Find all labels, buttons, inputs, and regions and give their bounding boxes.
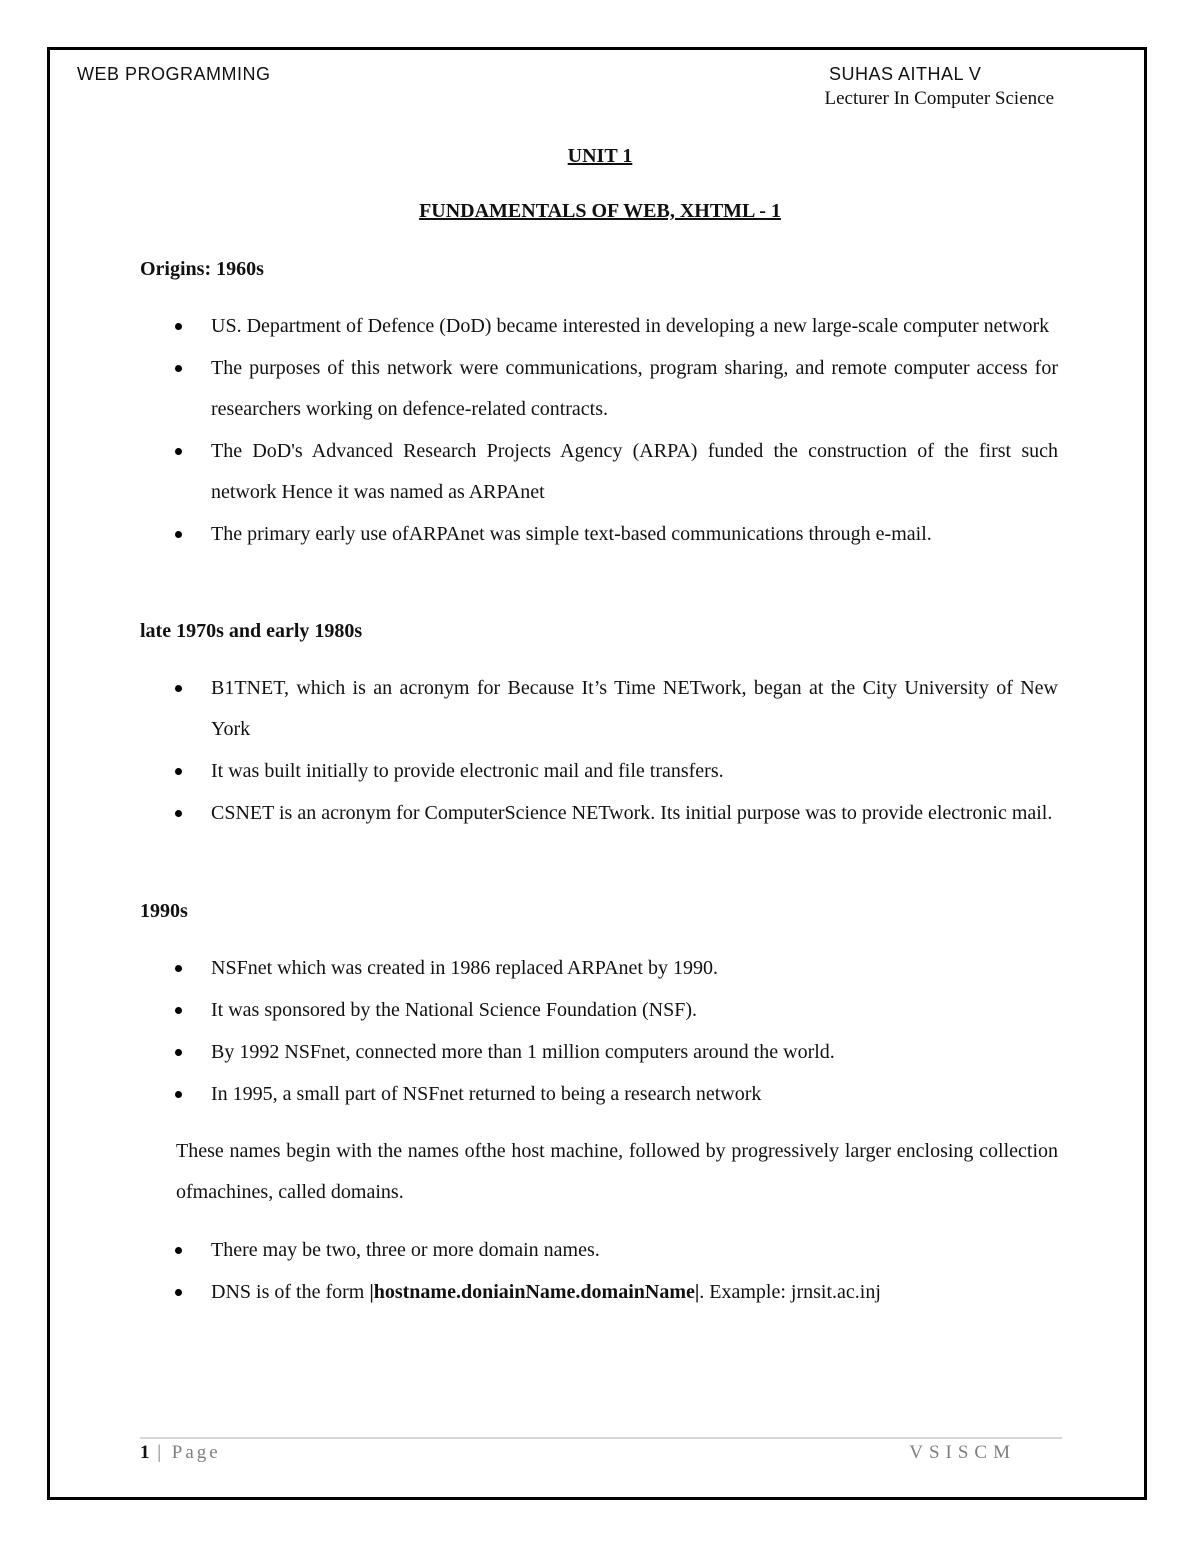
bullet-icon [175,1049,182,1056]
header-subject: WEB PROGRAMMING [77,64,271,84]
domains-paragraph: These names begin with the names ofthe host machine, followed by progressively larger enclosing collection ofmachines, called domains. [176,1140,1058,1203]
list-item [140,668,1058,750]
dns-form-pattern: |hostname.doniainName.domainName| [369,1281,700,1303]
section-heading-1960s: Origins: 1960s [140,258,264,280]
dns-form-suffix: . Example: jrnsit.ac.inj [699,1281,881,1303]
list-item [140,431,1058,513]
list-item-text: By 1992 NSFnet, connected more than 1 million computers around the world. [211,1041,835,1063]
bullet-icon [175,1091,182,1098]
list-item-text: The primary early use ofARPAnet was simple text-based communications through e-mail. [211,523,932,545]
list-item-text [211,1281,881,1303]
list-item [140,990,1058,1031]
list-item-text: It was built initially to provide electronic mail and file transfers. [211,760,724,782]
list-item [140,948,1058,989]
dns-form-prefix: DNS is of the form [211,1281,370,1303]
list-item-text: In 1995, a small part of NSFnet returned to being a research network [211,1083,762,1105]
bullet-icon [175,1007,182,1014]
list-item [140,1230,1058,1271]
list-item [140,306,1058,347]
page-label: | Page [149,1442,221,1463]
bullet-list-domains [140,1230,1058,1314]
footer-page-number [140,1442,221,1464]
bullet-list-1990s [140,948,1058,1116]
header-author: SUHAS AITHAL V [829,64,982,84]
chapter-title: FUNDAMENTALS OF WEB, XHTML - 1 [419,200,781,222]
bullet-icon [175,448,182,455]
bullet-icon [175,531,182,538]
list-item-text: B1TNET, which is an acronym for Because It’s Time NETwork, began at the City University of New York [211,677,1058,740]
bullet-icon [175,965,182,972]
unit-title: UNIT 1 [567,145,633,167]
bullet-icon [175,768,182,775]
list-item-text: The purposes of this network were communications, program sharing, and remote computer access for researchers working on defence-related contracts. [211,357,1058,420]
list-item [140,1272,1058,1313]
bullet-list-1970s-1980s [140,668,1058,835]
list-item [140,751,1058,792]
section-heading-1970s-1980s: late 1970s and early 1980s [140,620,363,642]
list-item-text: NSFnet which was created in 1986 replaced ARPAnet by 1990. [211,957,718,979]
bullet-icon [175,810,182,817]
page-number: 1 [140,1442,150,1463]
list-item [140,793,1058,834]
footer-divider [140,1437,1062,1439]
list-item-text: It was sponsored by the National Science Foundation (NSF). [211,999,698,1021]
section-heading-1990s: 1990s [140,900,188,922]
list-item-text: US. Department of Defence (DoD) became interested in developing a new large-scale computer network [211,315,1050,337]
list-item-text: There may be two, three or more domain names. [211,1239,600,1261]
footer-institution: VSISCM [909,1442,1016,1463]
bullet-icon [175,685,182,692]
list-item [140,1074,1058,1115]
list-item [140,348,1058,430]
header-designation: Lecturer In Computer Science [824,88,1054,109]
list-item [140,514,1058,555]
bullet-list-1960s [140,306,1058,556]
list-item [140,1032,1058,1073]
bullet-icon [175,1247,182,1254]
bullet-icon [175,1289,182,1296]
list-item-text: The DoD's Advanced Research Projects Agency (ARPA) funded the construction of the first such network Hence it was named as ARPAnet [211,440,1058,503]
bullet-icon [175,365,182,372]
list-item-text: CSNET is an acronym for ComputerScience NETwork. Its initial purpose was to provide electronic mail. [211,802,1053,824]
bullet-icon [175,323,182,330]
